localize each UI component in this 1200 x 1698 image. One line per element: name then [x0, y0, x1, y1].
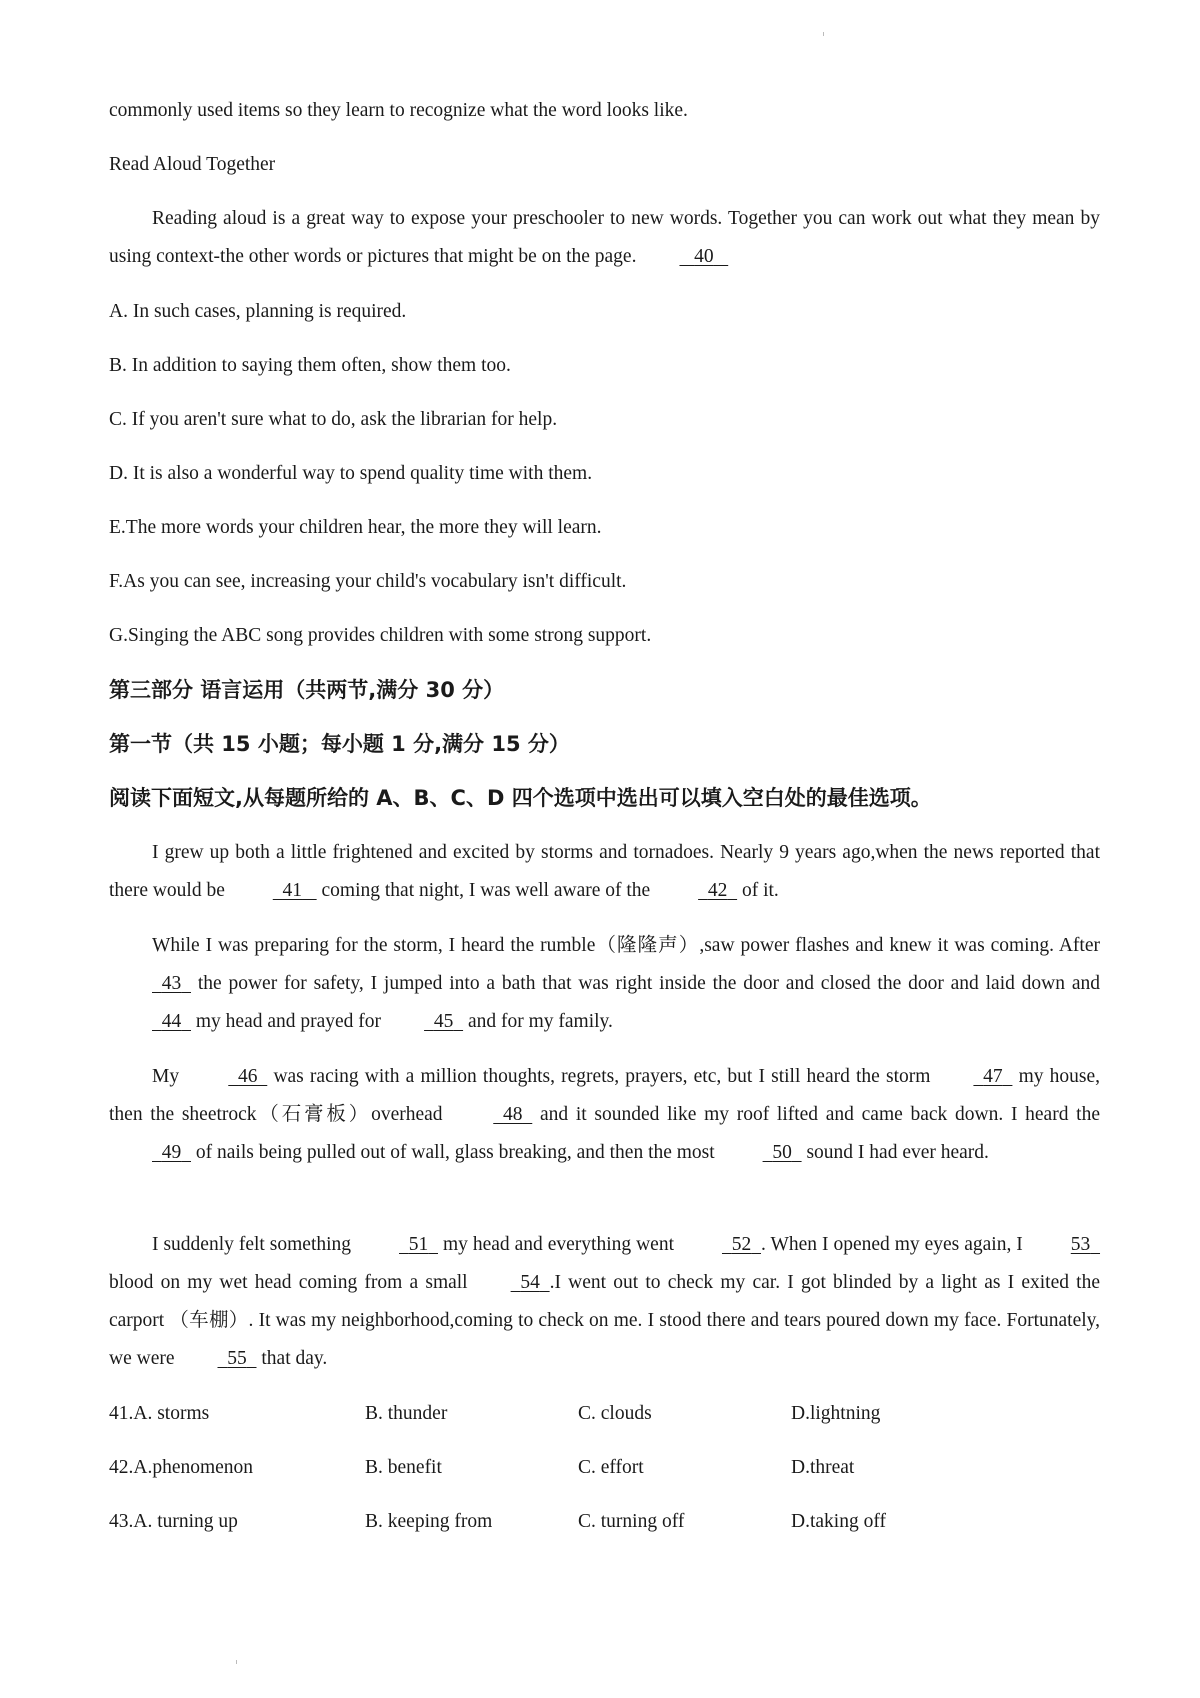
option-f: F.As you can see, increasing your child's vocabulary isn't difficult.	[109, 571, 627, 592]
blank-40: 40	[694, 246, 714, 267]
question-41-option-b: B. thunder	[365, 1403, 448, 1424]
option-b: B. In addition to saying them often, show them too.	[109, 355, 511, 376]
option-d: D. It is also a wonderful way to spend quality time with them.	[109, 463, 593, 484]
blank-41: 41	[282, 880, 303, 901]
question-42-option-b: B. benefit	[365, 1457, 442, 1478]
question-41	[109, 1395, 1100, 1433]
question-43-option-b: B. keeping from	[365, 1511, 493, 1532]
question-41-option-d: D.lightning	[791, 1403, 881, 1424]
cloze-paragraph-1: I grew up both a little frightened and excited by storms and tornadoes. Nearly 9 years ago,when the news reported that there would be 41 coming that night, I was well aware of the 42 of it.	[109, 834, 1100, 910]
blank-42: 42	[707, 880, 728, 901]
blank-46: 46	[238, 1066, 258, 1087]
question-42-option-c: C. effort	[578, 1457, 644, 1478]
blank-50: 50	[772, 1142, 792, 1163]
question-43-option-a: 43.A. turning up	[109, 1511, 238, 1532]
option-e: E.The more words your children hear, the more they will learn.	[109, 517, 602, 538]
passage-subheading: Read Aloud Together	[109, 154, 276, 175]
question-43-option-c: C. turning off	[578, 1511, 685, 1532]
scan-speck	[236, 1660, 237, 1664]
question-43-option-d: D.taking off	[791, 1511, 886, 1532]
blank-51: 51	[408, 1234, 429, 1255]
option-c: C. If you aren't sure what to do, ask the librarian for help.	[109, 409, 558, 430]
passage-paragraph	[109, 200, 1100, 276]
option-a: A. In such cases, planning is required.	[109, 301, 407, 322]
blank-44: 44	[161, 1011, 182, 1032]
blank-53: 53	[1070, 1234, 1091, 1255]
cloze-paragraph-3: My 46 was racing with a million thoughts, regrets, prayers, etc, but I still heard the storm 47 my house, then the sheetrock（石膏板）overhead 48 and it sounded like my roof lifted and came back down. I heard the 49 of nails being pulled out of wall, glass breaking, and then the most 50 sound I had ever heard.	[109, 1058, 1100, 1172]
question-42	[109, 1449, 1100, 1487]
passage-line: commonly used items so they learn to recognize what the word looks like.	[109, 100, 688, 121]
question-41-option-c: C. clouds	[578, 1403, 652, 1424]
blank-48: 48	[503, 1104, 523, 1125]
blank-47: 47	[983, 1066, 1003, 1087]
blank-43: 43	[161, 973, 182, 994]
scan-speck	[823, 32, 824, 36]
question-43	[109, 1503, 1100, 1541]
option-g: G.Singing the ABC song provides children with some strong support.	[109, 625, 652, 646]
question-41-option-a: 41.A. storms	[109, 1403, 210, 1424]
subsection-title: 第一节（共 15 小题；每小题 1 分,满分 15 分）	[109, 732, 570, 756]
cloze-paragraph-2: While I was preparing for the storm, I heard the rumble（隆隆声）,saw power flashes and knew it was coming. After 43 the power for safety, I jumped into a bath that was right inside the door and closed the door and laid down and 44 my head and prayed for 45 and for my family.	[109, 927, 1100, 1041]
blank-55: 55	[227, 1348, 247, 1369]
question-42-option-d: D.threat	[791, 1457, 855, 1478]
blank-52: 52	[731, 1234, 752, 1255]
part-title: 第三部分 语言运用（共两节,满分 30 分）	[109, 678, 505, 702]
cloze-paragraph-4: I suddenly felt something 51 my head and everything went 52 . When I opened my eyes again, I 53 blood on my wet head coming from a small 54 .I went out to check my car. I got blinded by a light as I exited the carport （车棚）. It was my neighborhood,coming to check on me. I stood there and tears poured down my face. Fortunately, we were 55 that day.	[109, 1226, 1100, 1378]
blank-45: 45	[433, 1011, 454, 1032]
blank-54: 54	[520, 1272, 540, 1293]
question-42-option-a: 42.A.phenomenon	[109, 1457, 254, 1478]
instruction: 阅读下面短文,从每题所给的 A、B、C、D 四个选项中选出可以填入空白处的最佳选项。	[109, 786, 932, 810]
passage-text: Reading aloud is a great way to expose your preschooler to new words. Together you can work out what they mean by using context-the other words or pictures that might be on the page.	[109, 208, 1100, 267]
blank-49: 49	[161, 1142, 182, 1163]
